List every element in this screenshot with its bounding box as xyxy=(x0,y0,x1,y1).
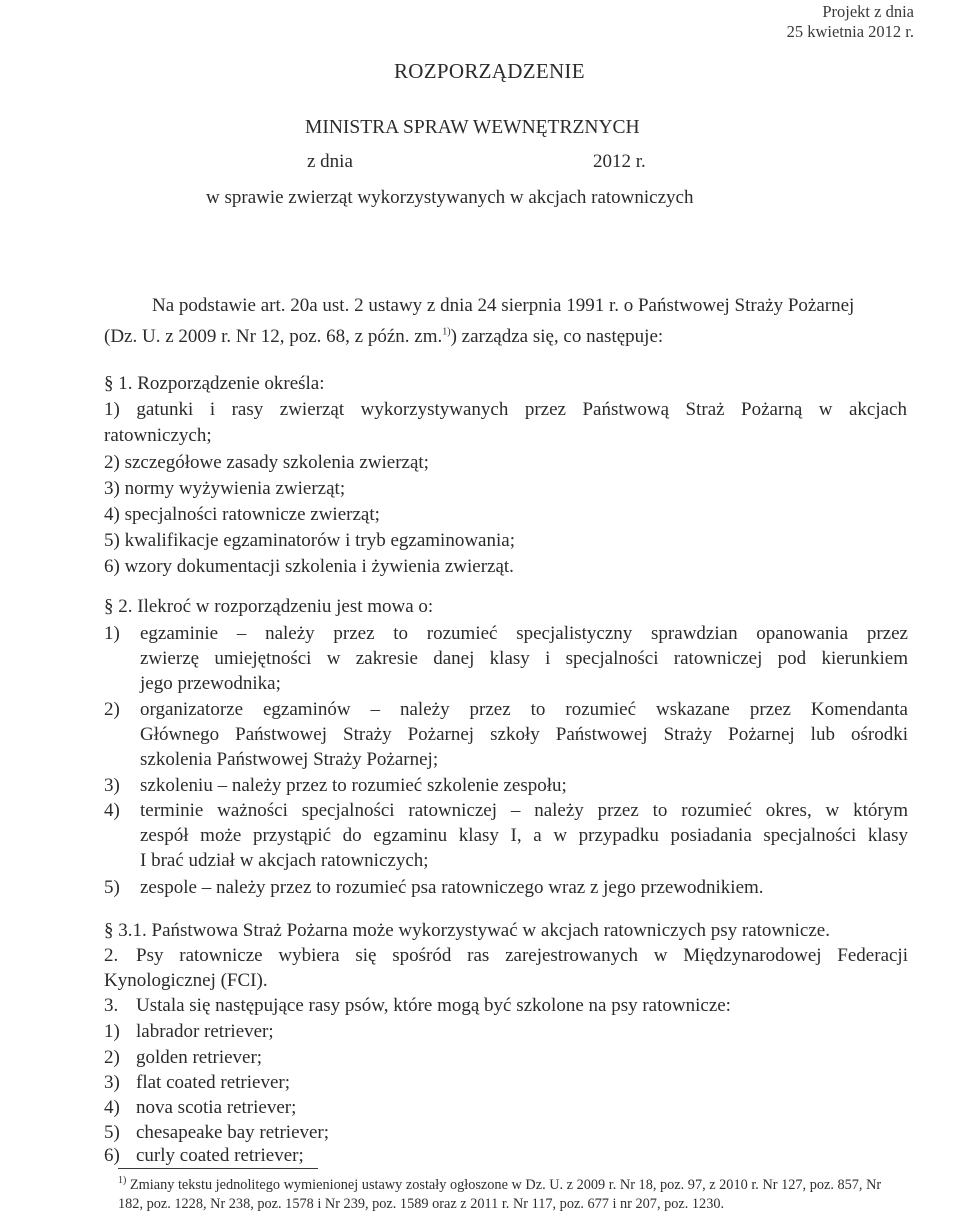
breed-number: 5) xyxy=(104,1122,120,1143)
section-2-item-line: jego przewodnika; xyxy=(140,673,281,694)
project-date: 25 kwietnia 2012 r. xyxy=(786,22,914,41)
section-2-item-line: Głównego Państwowej Straży Pożarnej szkoły Państwowej Straży Pożarnej lub ośrodki xyxy=(140,724,908,745)
breed-number: 1) xyxy=(104,1021,120,1042)
breed-name: labrador retriever; xyxy=(136,1021,274,1042)
breed-number: 2) xyxy=(104,1047,120,1068)
section-2-item-line: organizatorze egzaminów – należy przez to rozumieć wskazane przez Komendanta xyxy=(140,699,908,720)
breed-name: golden retriever; xyxy=(136,1047,263,1068)
breed-number: 4) xyxy=(104,1097,120,1118)
section-2-item-line: I brać udział w akcjach ratowniczych; xyxy=(140,850,429,871)
preamble-text-after: ) zarządza się, co następuje: xyxy=(450,326,664,347)
section-3-paragraph-1: § 3.1. Państwowa Straż Pożarna może wykorzystywać w akcjach ratowniczych psy ratownicze. xyxy=(104,920,830,941)
section-2-item-line: szkolenia Państwowej Straży Pożarnej; xyxy=(140,749,439,770)
breed-number: 6) xyxy=(104,1145,120,1166)
footnote-text: Zmiany tekstu jednolitego wymienionej ustawy zostały ogłoszone w Dz. U. z 2009 r. Nr 18, poz. 97, z 2010 r. Nr 127, poz. 857, Nr 182, poz. 1228, Nr 238, poz. 1578 i Nr 239, poz. 1589 oraz z 2011 r. Nr 117, poz. 677 i nr 207, poz. 1230. xyxy=(118,1177,882,1212)
breed-name: nova scotia retriever; xyxy=(136,1097,297,1118)
section-2-item-line: zespół może przystąpić do egzaminu klasy I, a w przypadku posiadania specjalności klasy xyxy=(140,825,908,846)
preamble-text-before: (Dz. U. z 2009 r. Nr 12, poz. 68, z późn. zm. xyxy=(104,326,443,347)
section-2-item-line: egzaminie – należy przez to rozumieć specjalistyczny sprawdzian opanowania przez xyxy=(140,623,908,644)
footnote-reference: 1) xyxy=(442,326,451,338)
section-2-item-number: 4) xyxy=(104,800,120,821)
footnote-separator xyxy=(118,1168,318,1169)
section-2-item-number: 2) xyxy=(104,699,120,720)
document-type: ROZPORZĄDZENIE xyxy=(394,59,585,83)
breed-name: chesapeake bay retriever; xyxy=(136,1122,330,1143)
breed-name: flat coated retriever; xyxy=(136,1072,291,1093)
date-prefix: z dnia xyxy=(307,151,353,172)
section-2-item-line: zespole – należy przez to rozumieć psa ratowniczego wraz z jego przewodnikiem. xyxy=(140,877,764,898)
section-3-paragraph-2-number: 2. xyxy=(104,945,119,966)
date-year: 2012 r. xyxy=(593,151,646,172)
footnote xyxy=(118,1176,908,1214)
preamble-line-2 xyxy=(104,326,663,348)
subject: w sprawie zwierząt wykorzystywanych w akcjach ratowniczych xyxy=(206,187,694,208)
section-3-paragraph-3-text: Ustala się następujące rasy psów, które mogą być szkolone na psy ratownicze: xyxy=(136,995,731,1016)
section-2-item-line: szkoleniu – należy przez to rozumieć szkolenie zespołu; xyxy=(140,775,567,796)
section-1-item: 4) specjalności ratownicze zwierząt; xyxy=(104,504,380,525)
project-note xyxy=(787,2,914,42)
section-1-item: 6) wzory dokumentacji szkolenia i żywienia zwierząt. xyxy=(104,556,514,577)
preamble-line-1: Na podstawie art. 20a ust. 2 ustawy z dnia 24 sierpnia 1991 r. o Państwowej Straży Pożarnej xyxy=(152,295,855,316)
footnote-marker: 1) xyxy=(118,1175,127,1187)
section-1-item: 1) gatunki i rasy zwierząt wykorzystywanych przez Państwową Straż Pożarną w akcjach xyxy=(104,399,907,420)
section-2-item-number: 3) xyxy=(104,775,120,796)
section-1-item: 2) szczegółowe zasady szkolenia zwierząt; xyxy=(104,452,429,473)
section-2-item-line: terminie ważności specjalności ratowniczej – należy przez to rozumieć okres, w którym xyxy=(140,800,908,821)
section-1-item: 5) kwalifikacje egzaminatorów i tryb egzaminowania; xyxy=(104,530,515,551)
section-1-item: 3) normy wyżywienia zwierząt; xyxy=(104,478,346,499)
breed-number: 3) xyxy=(104,1072,120,1093)
project-label: Projekt z dnia xyxy=(822,2,914,21)
issuer: MINISTRA SPRAW WEWNĘTRZNYCH xyxy=(305,117,640,138)
section-3-paragraph-2-line-2: Kynologicznej (FCI). xyxy=(104,970,268,991)
breed-name: curly coated retriever; xyxy=(136,1145,304,1166)
section-2-heading: § 2. Ilekroć w rozporządzeniu jest mowa o: xyxy=(104,596,434,617)
section-1-item: ratowniczych; xyxy=(104,425,212,446)
section-3-paragraph-3-number: 3. xyxy=(104,995,119,1016)
section-2-item-line: zwierzę umiejętności w zakresie danej klasy i specjalności ratowniczej pod kierunkiem xyxy=(140,648,908,669)
section-2-item-number: 1) xyxy=(104,623,120,644)
section-2-item-number: 5) xyxy=(104,877,120,898)
section-1-heading: § 1. Rozporządzenie określa: xyxy=(104,373,325,394)
section-3-paragraph-2-line-1: Psy ratownicze wybiera się spośród ras zarejestrowanych w Międzynarodowej Federacji xyxy=(136,945,908,966)
